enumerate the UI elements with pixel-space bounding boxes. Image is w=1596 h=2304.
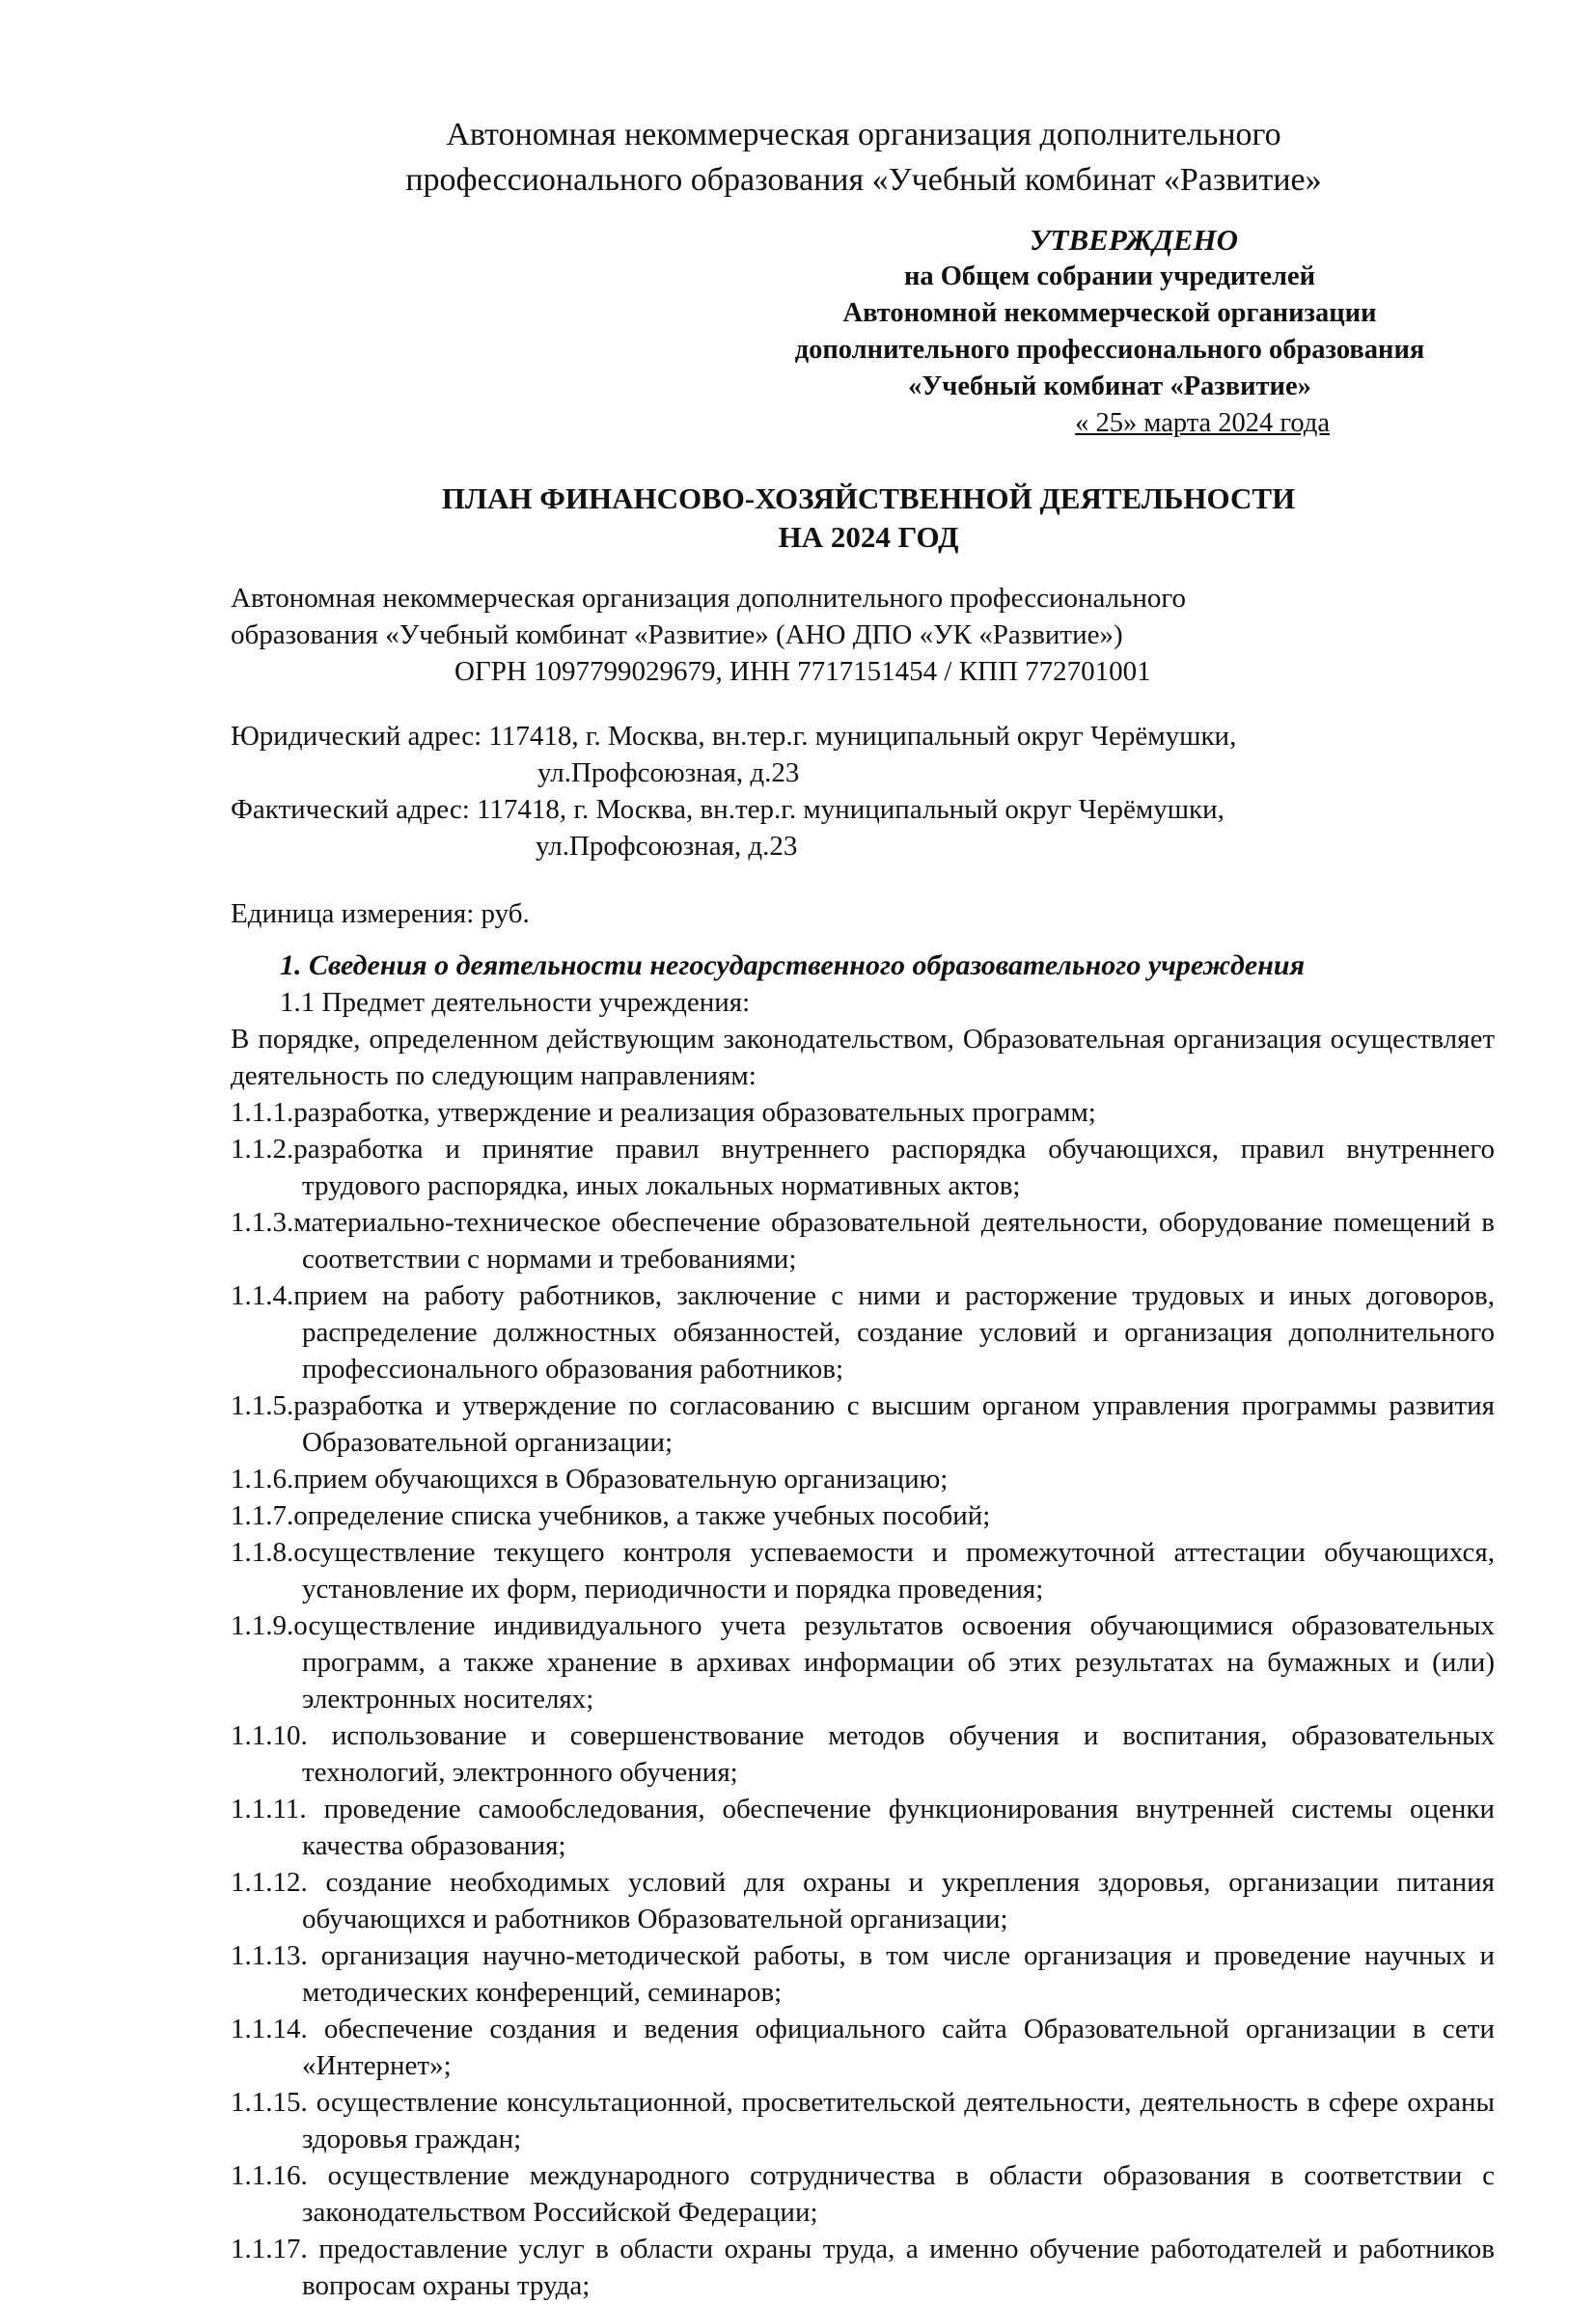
list-item-number: 1.1.2.: [231, 1134, 294, 1165]
approval-line: дополнительного профессионального образования: [794, 335, 1425, 365]
organization-header: [0, 112, 1596, 203]
registration-numbers: ОГРН 1097799029679, ИНН 7717151454 / КПП 772701001: [454, 656, 1151, 687]
plan-title-line: НА 2024 ГОД: [778, 520, 959, 554]
actual-address: Фактический адрес: 117418, г. Москва, вн.тер.г. муниципальный округ Черёмушки,: [231, 794, 1225, 825]
organization-name-line: образования «Учебный комбинат «Развитие» (АНО ДПО «УК «Развитие»): [231, 619, 1123, 650]
actual-address-cont: ул.Профсоюзная, д.23: [536, 831, 798, 862]
list-item: [231, 2011, 1495, 2084]
list-item-number: 1.1.4.: [231, 1280, 294, 1311]
list-item-number: 1.1.7.: [231, 1500, 294, 1531]
approval-line: на Общем собрании учредителей: [903, 261, 1316, 291]
list-item-number: 1.1.3.: [231, 1207, 294, 1238]
legal-address-cont: ул.Профсоюзная, д.23: [537, 757, 800, 788]
list-item-number: 1.1.10.: [231, 1720, 308, 1751]
list-item-number: 1.1.9.: [231, 1610, 294, 1641]
list-item-number: 1.1.5.: [231, 1390, 294, 1421]
organization-name-line: Автономная некоммерческая организация дополнительного профессионального: [231, 583, 1187, 614]
list-item: [231, 1717, 1495, 1791]
list-item-number: 1.1.17.: [231, 2234, 308, 2264]
list-item-number: 1.1.16.: [231, 2160, 308, 2191]
list-item: [231, 1864, 1495, 1937]
list-item-number: 1.1.11.: [231, 1794, 307, 1824]
list-item-text: организация научно-методической работы, в том числе организация и проведение научных и методических конференций, семинаров;: [302, 1940, 1495, 2008]
list-item: [231, 2084, 1495, 2157]
list-item-number: 1.1.8.: [231, 1537, 294, 1568]
list-item-text: осуществление индивидуального учета результатов освоения обучающимися образовательных программ, а также хранение в архивах информации об этих результатах на бумажных и (или) электронных носителях;: [293, 1610, 1495, 1714]
list-item-text: обеспечение создания и ведения официального сайта Образовательной организации в сети «Интернет»;: [302, 2014, 1495, 2081]
list-item-text: прием обучающихся в Образовательную организацию;: [293, 1464, 949, 1495]
list-item: [231, 1277, 1495, 1387]
list-item-text: осуществление международного сотрудничества в области образования в соответствии с законодательством Российской Федерации;: [302, 2160, 1495, 2228]
list-item: [231, 1461, 1495, 1497]
plan-title-line: ПЛАН ФИНАНСОВО-ХОЗЯЙСТВЕННОЙ ДЕЯТЕЛЬНОСТИ: [441, 481, 1296, 515]
organization-details: [231, 580, 1485, 690]
plan-title: [289, 480, 1447, 557]
approval-block: [743, 222, 1476, 442]
approval-line: «Учебный комбинат «Развитие»: [908, 371, 1311, 401]
approval-line: Автономной некоммерческой организации: [842, 298, 1377, 328]
list-item-text: материально-техническое обеспечение образовательной деятельности, оборудование помещений в соответствии с нормами и требованиями;: [293, 1207, 1495, 1275]
list-item-text: разработка, утверждение и реализация образовательных программ;: [293, 1097, 1096, 1128]
list-item-number: 1.1.12.: [231, 1867, 308, 1898]
list-item: [231, 1094, 1495, 1131]
list-item-text: использование и совершенствование методов обучения и воспитания, образовательных технологий, электронного обучения;: [302, 1720, 1495, 1788]
list-item: [231, 1497, 1495, 1534]
unit-of-measure: Единица измерения: руб.: [231, 898, 530, 929]
list-item-text: осуществление консультационной, просветительской деятельности, деятельность в сфере охраны здоровья граждан;: [302, 2087, 1495, 2154]
list-item-number: 1.1.13.: [231, 1940, 308, 1971]
list-item-text: проведение самообследования, обеспечение функционирования внутренней системы оценки качества образования;: [302, 1794, 1495, 1861]
addresses: [231, 718, 1524, 864]
section-1: [231, 947, 1495, 2304]
list-item-text: осуществление текущего контроля успеваемости и промежуточной аттестации обучающихся, установление их форм, периодичности и порядка проведения;: [293, 1537, 1495, 1605]
list-item-text: предоставление услуг в области охраны труда, а именно обучение работодателей и работников вопросам охраны труда;: [302, 2234, 1495, 2301]
approval-title: УТВЕРЖДЕНО: [1029, 223, 1238, 257]
section-heading: 1. Сведения о деятельности негосударственного образовательного учреждения: [280, 949, 1306, 981]
list-item-number: 1.1.6.: [231, 1464, 294, 1495]
list-item-text: прием на работу работников, заключение с ними и расторжение трудовых и иных договоров, распределение должностных обязанностей, создание условий и организация дополнительного профессионального образования работников;: [293, 1280, 1495, 1385]
legal-address: Юридический адрес: 117418, г. Москва, вн.тер.г. муниципальный округ Черёмушки,: [231, 721, 1237, 752]
header-line: профессионального образования «Учебный комбинат «Развитие»: [405, 162, 1322, 198]
list-item: [231, 2231, 1495, 2304]
approval-date: « 25» марта 2024 года: [1075, 408, 1330, 438]
list-item: [231, 1534, 1495, 1607]
list-item-text: разработка и принятие правил внутреннего распорядка обучающихся, правил внутреннего трудового распорядка, иных локальных нормативных актов;: [293, 1134, 1495, 1201]
section-intro: В порядке, определенном действующим законодательством, Образовательная организация осуществляет деятельность по следующим направлениям:: [231, 1024, 1495, 1091]
list-item-number: 1.1.15.: [231, 2087, 308, 2118]
list-item-number: 1.1.1.: [231, 1097, 294, 1128]
list-item: [231, 2157, 1495, 2231]
list-item-number: 1.1.14.: [231, 2014, 308, 2044]
header-line: Автономная некоммерческая организация дополнительного: [446, 117, 1281, 152]
list-item-text: создание необходимых условий для охраны и укрепления здоровья, организации питания обучающихся и работников Образовательной организации;: [302, 1867, 1495, 1934]
activity-list: [231, 1094, 1495, 2304]
list-item: [231, 1131, 1495, 1204]
list-item-text: определение списка учебников, а также учебных пособий;: [293, 1500, 991, 1531]
list-item: [231, 1791, 1495, 1864]
list-item-text: разработка и утверждение по согласованию с высшим органом управления программы развития Образовательной организации;: [293, 1390, 1495, 1458]
list-item: [231, 1937, 1495, 2011]
list-item: [231, 1204, 1495, 1277]
list-item: [231, 1387, 1495, 1461]
list-item: [231, 1607, 1495, 1717]
subsection-heading: 1.1 Предмет деятельности учреждения:: [280, 987, 751, 1018]
